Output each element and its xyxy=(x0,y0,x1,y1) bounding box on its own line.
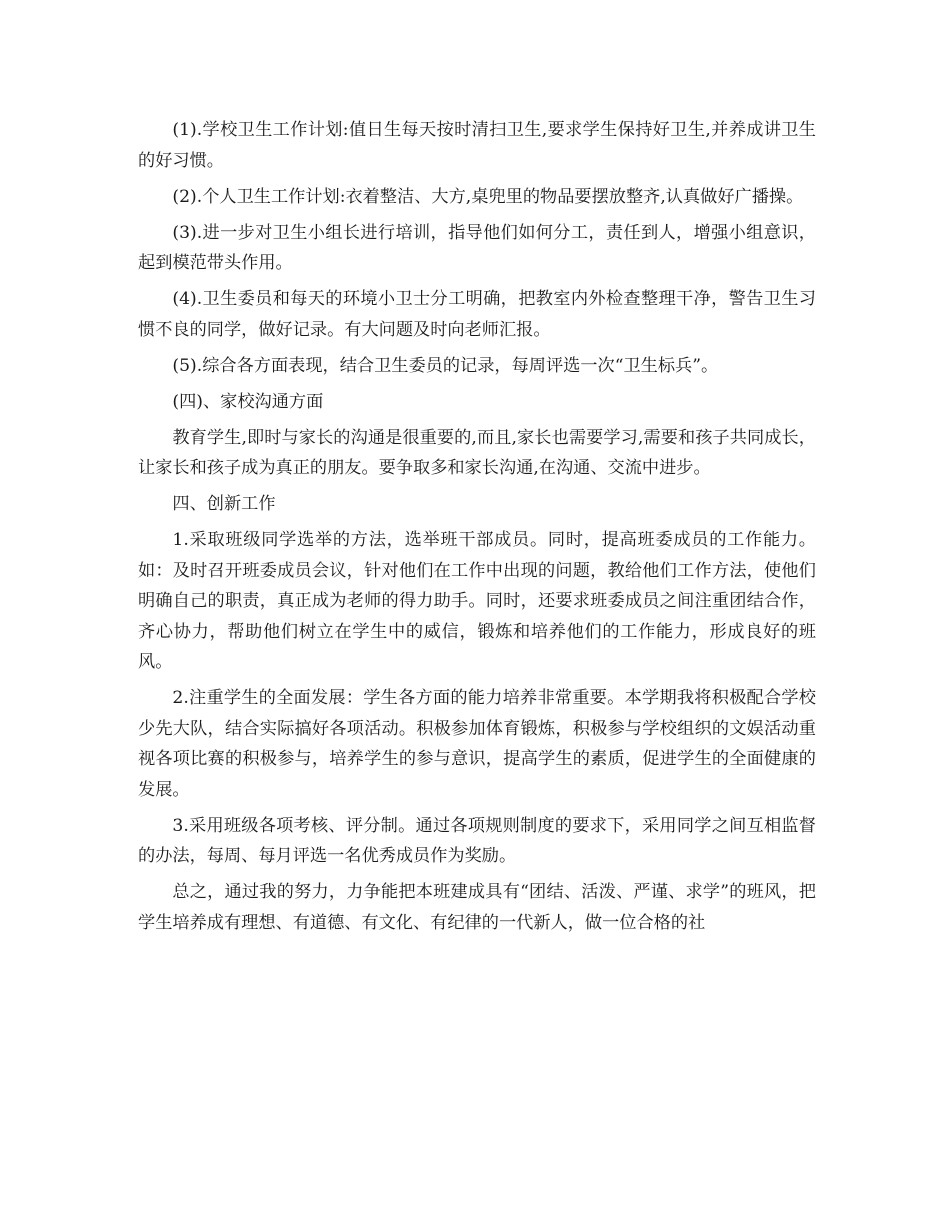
paragraph-hygiene-committee: (4).卫生委员和每天的环境小卫士分工明确，把教室内外检查整理干净，警告卫生习惯不良的同学，做好记录。有大问题及时向老师汇报。 xyxy=(138,289,816,340)
paragraph-class-election: 1.采取班级同学选举的方法，选举班干部成员。同时，提高班委成员的工作能力。如：及时召开班委成员会议，针对他们在工作中出现的问题，教给他们工作方法，使他们明确自己的职责，真正成为老师的得力助手。同时，还要求班委成员之间注重团结合作，齐心协力，帮助他们树立在学生中的威信，锻炼和培养他们的工作能力，形成良好的班风。 xyxy=(138,530,816,672)
paragraph-weekly-selection: (5).综合各方面表现，结合卫生委员的记录，每周评选一次“卫生标兵”。 xyxy=(172,355,719,376)
paragraph-group-leader-training: (3).进一步对卫生小组长进行培训，指导他们如何分工，责任到人，增强小组意识，起到模范带头作用。 xyxy=(138,222,816,273)
paragraph-assessment-system: 3.采用班级各项考核、评分制。通过各项规则制度的要求下，采用同学之间互相监督的办法，每周、每月评选一名优秀成员作为奖励。 xyxy=(138,815,816,866)
section-heading-home-school: (四)、家校沟通方面 xyxy=(172,391,324,412)
section-heading-innovation: 四、创新工作 xyxy=(172,494,276,514)
paragraph-parent-communication: 教育学生,即时与家长的沟通是很重要的,而且,家长也需要学习,需要和孩子共同成长，让家长和孩子成为真正的朋友。要争取多和家长沟通,在沟通、交流中进步。 xyxy=(138,427,816,478)
paragraph-conclusion: 总之，通过我的努力，力争能把本班建成具有“团结、活泼、严谨、求学”的班风，把学生培养成有理想、有道德、有文化、有纪律的一代新人，做一位合格的社 xyxy=(138,882,816,933)
document-body xyxy=(138,115,816,944)
paragraph-personal-hygiene-plan: (2).个人卫生工作计划:衣着整洁、大方,桌兜里的物品要摆放整齐,认真做好广播操。 xyxy=(172,186,804,207)
paragraph-school-hygiene-plan: (1).学校卫生工作计划:值日生每天按时清扫卫生,要求学生保持好卫生,并养成讲卫生的好习惯。 xyxy=(138,120,816,171)
paragraph-all-round-development: 2.注重学生的全面发展：学生各方面的能力培养非常重要。本学期我将积极配合学校少先大队，结合实际搞好各项活动。积极参加体育锻炼，积极参与学校组织的文娱活动重视各项比赛的积极参与，培养学生的参与意识，提高学生的素质，促进学生的全面健康的发展。 xyxy=(138,688,816,800)
